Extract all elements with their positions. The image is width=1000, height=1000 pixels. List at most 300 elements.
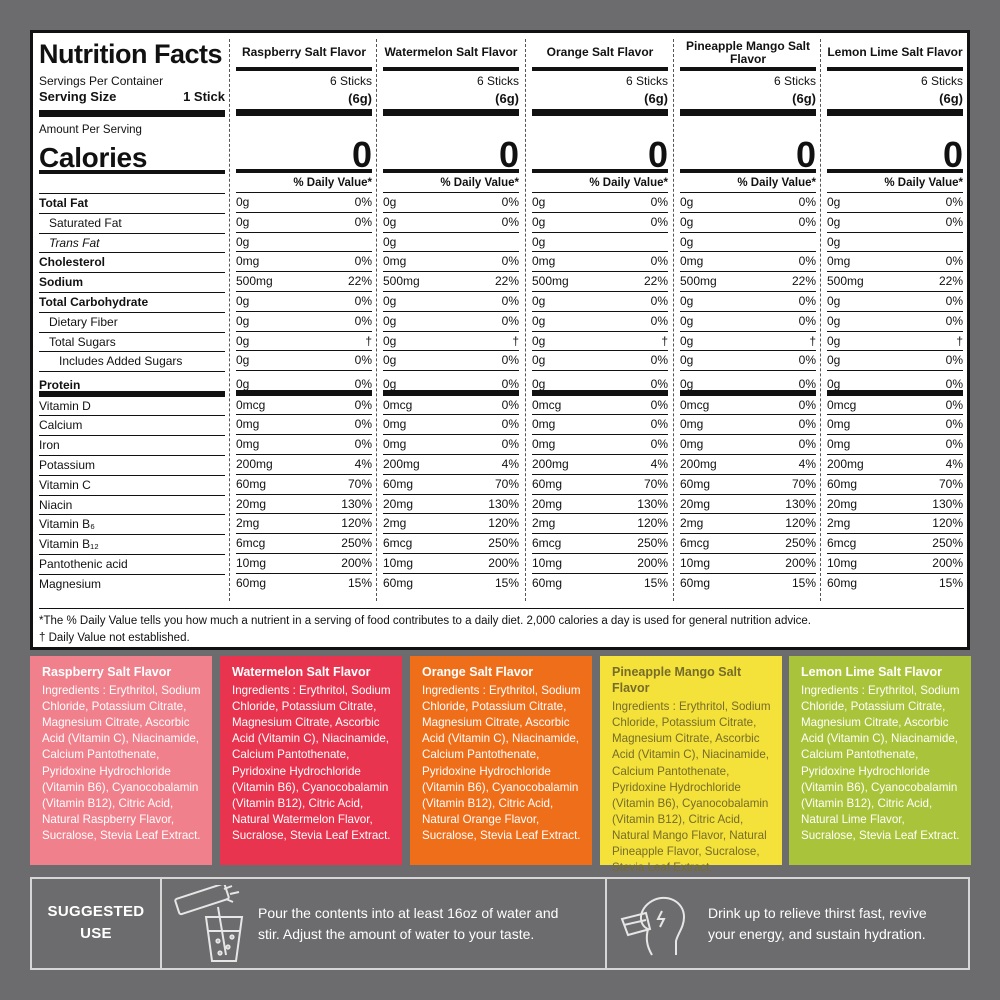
nutrient-amount: 0g <box>383 214 397 229</box>
thick-rule <box>236 109 372 116</box>
nutrient-daily-value: 0% <box>650 195 668 209</box>
vitamin-value-row <box>680 435 816 455</box>
vitamin-daily-value: 0% <box>501 417 519 432</box>
nutrient-amount: 0g <box>532 333 546 348</box>
nutrient-amount: 0g <box>383 313 397 328</box>
vitamin-amount: 20mg <box>680 496 711 511</box>
calories-block <box>680 116 816 173</box>
nutrient-amount: 0mg <box>827 254 851 269</box>
serving-size-grams: (6g) <box>939 91 963 106</box>
footnotes <box>39 608 964 647</box>
nutrient-value-row <box>383 292 519 312</box>
vitamin-daily-value: 0% <box>798 437 816 452</box>
nutrient-daily-value: 0% <box>650 254 668 269</box>
ingredients-card <box>600 656 782 875</box>
nutrient-row <box>39 372 225 397</box>
vitamin-value-row <box>383 396 519 416</box>
suggested-use-title <box>32 901 160 945</box>
vitamin-value-row <box>236 534 372 554</box>
vitamin-amount: 10mg <box>532 556 563 571</box>
nutrient-amount: 0g <box>383 377 397 392</box>
nutrient-label: Cholesterol <box>39 255 106 270</box>
nutrient-value-row <box>680 312 816 332</box>
vitamin-daily-value: 120% <box>341 516 372 531</box>
nutrient-value-row <box>383 233 519 253</box>
vitamin-daily-value: 0% <box>945 437 963 452</box>
nutrient-value-row <box>383 213 519 233</box>
nutrient-amount: 0g <box>827 234 841 249</box>
nutrient-value-row <box>236 252 372 272</box>
daily-value-header: % Daily Value* <box>680 173 816 193</box>
vitamin-value-row <box>827 534 963 554</box>
vitamin-value-row <box>532 534 668 554</box>
ingredients-card <box>30 656 212 865</box>
column-divider <box>376 39 377 601</box>
thick-rule <box>383 109 519 116</box>
nutrient-label: Saturated Fat <box>49 215 122 230</box>
serving-size-grams: (6g) <box>495 91 519 106</box>
nutrient-value-row <box>680 252 816 272</box>
flavor-name: Orange Salt Flavor <box>532 39 668 71</box>
vitamin-amount: 10mg <box>680 556 711 571</box>
vitamin-amount: 200mg <box>383 457 420 472</box>
calories-row <box>236 134 372 175</box>
vitamin-value-row <box>680 574 816 594</box>
nutrient-amount: 0g <box>236 234 250 249</box>
vitamin-value-row <box>236 396 372 416</box>
nutrient-daily-value: 0% <box>798 214 816 229</box>
nutrient-daily-value: † <box>512 333 519 348</box>
vitamin-value-row <box>236 415 372 435</box>
nutrient-amount: 0g <box>680 195 694 209</box>
vitamin-amount: 0mg <box>532 437 556 452</box>
suggested-use-panel <box>30 877 970 970</box>
vitamin-daily-value: 4% <box>945 457 963 472</box>
vitamin-amount: 60mg <box>532 575 563 590</box>
vitamin-row <box>39 436 225 456</box>
vitamin-value-row <box>383 455 519 475</box>
nutrient-daily-value: 0% <box>354 353 372 368</box>
vitamin-daily-value: 70% <box>494 476 519 491</box>
suggested-use-title-line2: USE <box>80 925 112 942</box>
nutrient-amount: 0g <box>236 293 250 308</box>
vitamin-daily-value: 0% <box>501 397 519 412</box>
vitamin-daily-value: 15% <box>643 575 668 590</box>
vitamin-daily-value: 70% <box>791 476 816 491</box>
nutrient-amount: 0g <box>827 353 841 368</box>
vitamin-daily-value: 0% <box>945 397 963 412</box>
vitamin-daily-value: 4% <box>501 457 519 472</box>
vitamin-amount: 2mg <box>680 516 704 531</box>
nutrient-daily-value: 0% <box>650 353 668 368</box>
daily-value-header: % Daily Value* <box>236 173 372 193</box>
nutrient-value-row <box>236 332 372 352</box>
ingredients-flavor-title: Raspberry Salt Flavor <box>42 665 172 679</box>
nutrient-amount: 500mg <box>383 274 420 289</box>
vitamin-daily-value: 120% <box>488 516 519 531</box>
vitamin-amount: 60mg <box>236 575 267 590</box>
nutrient-daily-value: 0% <box>650 214 668 229</box>
nutrient-amount: 0g <box>827 377 841 392</box>
nutrient-amount: 0g <box>532 313 546 328</box>
vitamin-value-row <box>236 455 372 475</box>
servings-value: 6 Sticks <box>773 74 816 88</box>
vitamin-daily-value: 200% <box>785 556 816 571</box>
vitamin-value-row <box>680 396 816 416</box>
vitamin-value-row <box>383 415 519 435</box>
vitamin-amount: 0mg <box>383 417 407 432</box>
nutrient-daily-value: 0% <box>945 214 963 229</box>
vitamin-value-row <box>827 435 963 455</box>
nutrient-value-row <box>532 332 668 352</box>
nutrient-label: Total Sugars <box>49 334 116 349</box>
nutrient-daily-value: 0% <box>650 293 668 308</box>
drinking-head-icon <box>616 889 692 966</box>
vitamin-daily-value: 0% <box>945 417 963 432</box>
vitamin-daily-value: 250% <box>932 536 963 551</box>
nutrient-value-row <box>532 292 668 312</box>
vitamin-value-row <box>680 514 816 534</box>
nutrient-row <box>39 273 225 293</box>
calories-value: 0 <box>795 134 816 175</box>
vitamin-value-row <box>532 554 668 574</box>
vitamin-value-row <box>680 554 816 574</box>
vitamin-amount: 6mcg <box>827 536 857 551</box>
nutrient-amount: 0g <box>236 353 250 368</box>
nutrient-value-row <box>827 193 963 213</box>
nutrient-amount: 0g <box>680 214 694 229</box>
nutrient-value-row <box>532 252 668 272</box>
calories-row <box>383 134 519 175</box>
vitamin-amount: 10mg <box>383 556 414 571</box>
vitamin-label: Niacin <box>39 497 73 512</box>
nutrient-value-row <box>383 193 519 213</box>
vitamin-value-row <box>383 495 519 515</box>
step-drink-line2: your energy, and sustain hydration. <box>708 926 926 942</box>
vitamin-daily-value: 250% <box>341 536 372 551</box>
vitamin-label: Vitamin D <box>39 398 91 413</box>
vitamin-amount: 200mg <box>827 457 864 472</box>
nutrient-value-row <box>827 252 963 272</box>
nutrient-row <box>39 313 225 333</box>
daily-value-header: % Daily Value* <box>532 173 668 193</box>
nutrient-daily-value: 0% <box>945 293 963 308</box>
nutrient-value-row <box>827 371 963 396</box>
nutrient-amount: 0g <box>827 313 841 328</box>
vitamin-label: Vitamin C <box>39 477 91 492</box>
nutrient-daily-value: 0% <box>945 377 963 392</box>
nutrient-daily-value: 0% <box>798 353 816 368</box>
calories-row <box>827 134 963 175</box>
nutrient-daily-value: 22% <box>494 274 519 289</box>
vitamin-daily-value: 70% <box>347 476 372 491</box>
ingredients-card <box>410 656 592 865</box>
nutrient-value-row <box>532 213 668 233</box>
column-divider <box>229 39 230 601</box>
nutrient-value-row <box>383 351 519 371</box>
nutrient-row <box>39 352 225 372</box>
vitamin-value-row <box>827 574 963 594</box>
vitamin-value-row <box>827 514 963 534</box>
flavor-column <box>383 39 519 594</box>
nutrient-value-row <box>383 272 519 292</box>
nutrient-value-row <box>532 272 668 292</box>
vitamin-amount: 60mg <box>827 575 858 590</box>
vitamin-daily-value: 70% <box>938 476 963 491</box>
ingredients-text: Ingredients : Erythritol, Sodium Chloride, Potassium Citrate, Magnesium Citrate, Ascorbic Acid (Vitamin C), Niacinamide, Calcium Pantothenate, Pyridoxine Hydrochloride (Vitamin B6), Cyanocobalamin (Vitamin B12), Citric Acid, Natural Watermelon Flavor, Sucralose, Stevia Leaf Extract. <box>232 684 391 842</box>
nutrient-daily-value: 0% <box>798 293 816 308</box>
vitamin-value-row <box>532 574 668 594</box>
nutrient-value-row <box>827 351 963 371</box>
ingredients-card <box>789 656 971 865</box>
flavor-name: Pineapple Mango Salt Flavor <box>680 39 816 71</box>
flavor-column <box>680 39 816 594</box>
nutrient-value-row <box>383 252 519 272</box>
nutrient-label: Sodium <box>39 275 83 290</box>
nutrient-value-row <box>236 233 372 253</box>
vitamin-amount: 20mg <box>236 496 267 511</box>
nutrient-label-column <box>39 39 225 595</box>
nutrient-amount: 0mg <box>532 254 556 269</box>
nutrient-value-row <box>236 213 372 233</box>
vitamin-label: Potassium <box>39 458 96 473</box>
nutrient-daily-value: 0% <box>501 214 519 229</box>
vitamin-amount: 10mg <box>236 556 267 571</box>
servings-value: 6 Sticks <box>920 74 963 88</box>
nutrient-amount: 0mg <box>236 254 260 269</box>
nutrient-value-row <box>680 332 816 352</box>
vitamin-value-row <box>383 574 519 594</box>
nutrient-value-row <box>532 351 668 371</box>
nutrient-amount: 0g <box>827 333 841 348</box>
flavor-name: Lemon Lime Salt Flavor <box>827 39 963 71</box>
vitamin-value-row <box>532 475 668 495</box>
ingredients-text: Ingredients : Erythritol, Sodium Chloride, Potassium Citrate, Magnesium Citrate, Ascorbic Acid (Vitamin C), Niacinamide, Calcium Pantothenate, Pyridoxine Hydrochloride (Vitamin B6), Cyanocobalamin (Vitamin B12), Citric Acid, Natural Raspberry Flavor, Sucralose, Stevia Leaf Extract. <box>42 684 201 842</box>
nutrient-row <box>39 253 225 273</box>
vitamin-label: Magnesium <box>39 576 102 591</box>
nutrient-value-row <box>383 312 519 332</box>
vitamin-value-row <box>680 455 816 475</box>
flavor-name: Watermelon Salt Flavor <box>383 39 519 71</box>
vitamin-daily-value: 4% <box>650 457 668 472</box>
ingredients-card <box>220 656 402 865</box>
nutrient-amount: 0g <box>680 377 694 392</box>
vitamin-value-row <box>827 415 963 435</box>
nutrient-value-row <box>236 272 372 292</box>
vitamin-value-row <box>236 495 372 515</box>
vitamin-value-row <box>383 554 519 574</box>
nutrient-daily-value: 0% <box>354 293 372 308</box>
nutrient-value-row <box>680 351 816 371</box>
ingredients-flavor-title: Watermelon Salt Flavor <box>232 665 371 679</box>
nutrient-value-row <box>236 371 372 396</box>
step-drink-text <box>708 903 927 945</box>
calories-block <box>236 116 372 173</box>
vitamin-value-row <box>236 435 372 455</box>
nutrient-daily-value: 0% <box>354 195 372 209</box>
vitamin-label: Pantothenic acid <box>39 557 128 572</box>
vitamin-row <box>39 555 225 575</box>
vitamin-daily-value: 0% <box>354 417 372 432</box>
nutrient-value-row <box>532 312 668 332</box>
nutrient-value-row <box>827 233 963 253</box>
nutrient-daily-value: 0% <box>798 313 816 328</box>
vitamin-value-row <box>532 514 668 534</box>
nutrient-amount: 0g <box>236 313 250 328</box>
vitamin-amount: 2mg <box>532 516 556 531</box>
nutrient-daily-value: 22% <box>938 274 963 289</box>
vitamin-amount: 60mg <box>383 575 414 590</box>
nutrient-row <box>39 194 225 214</box>
vitamin-daily-value: 15% <box>938 575 963 590</box>
serving-size-value: 1 Stick <box>183 89 225 104</box>
nutrient-daily-value: 22% <box>643 274 668 289</box>
vitamin-amount: 6mcg <box>236 536 266 551</box>
vitamin-amount: 0mg <box>680 437 704 452</box>
vitamin-amount: 200mg <box>236 457 273 472</box>
vitamin-amount: 2mg <box>383 516 407 531</box>
nutrient-amount: 0g <box>680 353 694 368</box>
nutrient-amount: 500mg <box>680 274 717 289</box>
nutrient-amount: 0g <box>680 234 694 249</box>
calories-block <box>39 117 225 174</box>
column-divider <box>820 39 821 601</box>
nutrient-amount: 0g <box>236 195 250 209</box>
daily-value-header: % Daily Value* <box>827 173 963 193</box>
vitamin-row <box>39 397 225 417</box>
vitamin-daily-value: 130% <box>341 496 372 511</box>
servings-per-container-label: Servings Per Container <box>39 74 164 88</box>
flavor-column <box>236 39 372 594</box>
nutrient-amount: 0g <box>383 195 397 209</box>
ingredients-text: Ingredients : Erythritol, Sodium Chloride, Potassium Citrate, Magnesium Citrate, Ascorbic Acid (Vitamin C), Niacinamide, Calcium Pantothenate, Pyridoxine Hydrochloride (Vitamin B6), Cyanocobalamin (Vitamin B12), Citric Acid, Natural Orange Flavor, Sucralose, Stevia Leaf Extract. <box>422 684 581 842</box>
nutrient-amount: 0g <box>680 333 694 348</box>
nutrient-label: Total Fat <box>39 196 89 210</box>
vitamin-label: Calcium <box>39 418 83 433</box>
nutrient-amount: 0g <box>383 353 397 368</box>
flavor-column <box>827 39 963 594</box>
vitamin-value-row <box>383 514 519 534</box>
vitamin-amount: 60mg <box>680 575 711 590</box>
nutrient-daily-value: 0% <box>945 353 963 368</box>
thick-rule <box>680 109 816 116</box>
vitamin-amount: 10mg <box>827 556 858 571</box>
vitamin-value-row <box>236 574 372 594</box>
vitamin-daily-value: 15% <box>347 575 372 590</box>
nutrient-amount: 0g <box>236 214 250 229</box>
vitamin-amount: 2mg <box>236 516 260 531</box>
vitamin-daily-value: 130% <box>488 496 519 511</box>
nutrient-amount: 0g <box>383 234 397 249</box>
vitamin-amount: 0mcg <box>383 397 413 412</box>
vitamin-value-row <box>383 475 519 495</box>
nutrient-row <box>39 333 225 353</box>
nutrient-daily-value: 0% <box>945 254 963 269</box>
vitamin-amount: 0mcg <box>236 397 266 412</box>
vitamin-daily-value: 0% <box>650 417 668 432</box>
servings-value: 6 Sticks <box>476 74 519 88</box>
vitamin-daily-value: 200% <box>488 556 519 571</box>
nutrient-daily-value: 0% <box>501 195 519 209</box>
nutrient-daily-value: † <box>661 333 668 348</box>
nutrient-label: Trans Fat <box>49 235 100 250</box>
vitamin-value-row <box>532 495 668 515</box>
nutrient-daily-value: 0% <box>501 293 519 308</box>
vitamin-daily-value: 0% <box>354 437 372 452</box>
vitamin-value-row <box>236 475 372 495</box>
nutrient-amount: 0g <box>532 293 546 308</box>
nutrient-value-row <box>236 351 372 371</box>
nutrient-daily-value: 0% <box>798 195 816 209</box>
vitamin-amount: 60mg <box>236 476 267 491</box>
nutrient-value-row <box>236 312 372 332</box>
nutrient-amount: 0g <box>827 214 841 229</box>
vitamin-amount: 20mg <box>532 496 563 511</box>
nutrient-amount: 0g <box>532 195 546 209</box>
serving-size-row <box>39 88 225 106</box>
nutrient-row <box>39 234 225 254</box>
nutrient-value-row <box>827 312 963 332</box>
nutrient-daily-value: 0% <box>798 254 816 269</box>
vitamin-amount: 60mg <box>532 476 563 491</box>
vitamin-value-row <box>827 495 963 515</box>
vitamin-daily-value: 0% <box>501 437 519 452</box>
daily-value-header: % Daily Value* <box>383 173 519 193</box>
vitamin-label: Iron <box>39 438 60 453</box>
calories-label: Calories <box>39 142 148 173</box>
calories-value: 0 <box>498 134 519 175</box>
nutrient-amount: 0mg <box>383 254 407 269</box>
vitamin-daily-value: 0% <box>650 437 668 452</box>
vitamin-daily-value: 200% <box>341 556 372 571</box>
vitamin-amount: 0mg <box>827 437 851 452</box>
vitamin-value-row <box>680 495 816 515</box>
vitamin-row <box>39 575 225 595</box>
vitamin-amount: 6mcg <box>532 536 562 551</box>
vitamin-daily-value: 15% <box>791 575 816 590</box>
nutrient-daily-value: 0% <box>354 254 372 269</box>
nutrient-amount: 0g <box>532 377 546 392</box>
calories-value: 0 <box>942 134 963 175</box>
vitamin-daily-value: 200% <box>637 556 668 571</box>
vitamin-amount: 0mcg <box>827 397 857 412</box>
vitamin-value-row <box>532 415 668 435</box>
vitamin-amount: 0mcg <box>532 397 562 412</box>
nutrient-value-row <box>680 213 816 233</box>
vitamin-value-row <box>236 514 372 534</box>
nutrient-label: Total Carbohydrate <box>39 294 149 309</box>
nutrient-value-row <box>827 292 963 312</box>
vitamin-row <box>39 515 225 535</box>
column-divider <box>525 39 526 601</box>
vitamin-daily-value: 0% <box>798 397 816 412</box>
ingredients-flavor-title: Lemon Lime Salt Flavor <box>801 665 943 679</box>
nutrient-value-row <box>383 371 519 396</box>
vitamin-amount: 60mg <box>827 476 858 491</box>
nutrient-daily-value: 0% <box>945 313 963 328</box>
calories-block <box>383 116 519 173</box>
nutrient-daily-value: 0% <box>650 377 668 392</box>
vitamin-daily-value: 4% <box>798 457 816 472</box>
nutrient-amount: 0g <box>236 333 250 348</box>
nutrient-value-row <box>532 233 668 253</box>
step-drink-line1: Drink up to relieve thirst fast, revive <box>708 905 927 921</box>
thick-rule <box>827 109 963 116</box>
ingredients-text: Ingredients : Erythritol, Sodium Chloride, Potassium Citrate, Magnesium Citrate, Ascorbic Acid (Vitamin C), Niacinamide, Calcium Pantothenate, Pyridoxine Hydrochloride (Vitamin B6), Cyanocobalamin (Vitamin B12), Citric Acid, Natural Mango Flavor, Natural Pineapple Flavor, Sucralose, Stevia Leaf Extract. <box>612 700 771 875</box>
nutrient-daily-value: 0% <box>501 353 519 368</box>
vitamin-daily-value: 0% <box>650 397 668 412</box>
dagger-footnote: † Daily Value not established. <box>39 632 190 644</box>
